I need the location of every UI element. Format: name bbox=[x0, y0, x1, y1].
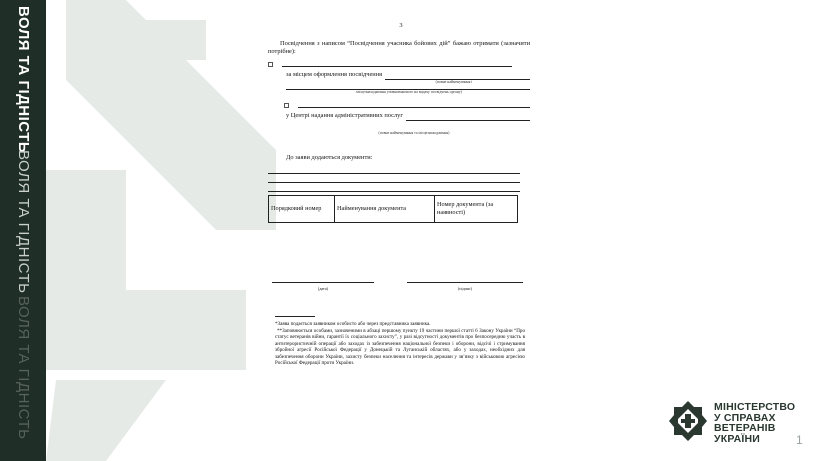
caption-full-name: (повне найменування і bbox=[435, 79, 473, 84]
ministry-line-2: У СПРАВАХ bbox=[714, 411, 776, 424]
slogan-secondary: ВОЛЯ ТА ГІДНІСТЬ bbox=[15, 150, 32, 294]
footnote-1: *Заява подається заявником особисто або через представника заявника. bbox=[275, 321, 431, 327]
header-number: Порядковий номер bbox=[269, 196, 335, 223]
attachments-label: До заяви додаються документи: bbox=[286, 153, 373, 161]
attachments-line-2 bbox=[268, 174, 520, 183]
slide-number: 1 bbox=[796, 433, 803, 447]
ministry-emblem-icon bbox=[668, 400, 708, 442]
option1-label: за місцем оформлення посвідчення bbox=[286, 71, 383, 79]
date-field bbox=[272, 282, 374, 291]
side-band bbox=[0, 0, 46, 461]
option2-fill-line bbox=[406, 114, 530, 121]
signature-field bbox=[407, 282, 523, 291]
date-caption: (дата) bbox=[318, 286, 328, 291]
signature-caption: (підпис) bbox=[457, 286, 472, 291]
footnote-2: **Заповнюється особами, зазначеними в абзаці першому пункту 19 частини першої статті 6 Закону України “Про статус ветеранів війни, гарантії їх соціального захисту”, у разі відсутності документів про безпосередню участь в антитерористичній операції або заходах із забезпечення національної безпеки і оборони, відсічі і стримування збройної агресії Російської Федерації у Донецькій та Луганській областях, або у заходах, необхідних для забезпечення оборони України, захисту безпеки населення та інтересів держави у зв’язку з військовою агресією Російської Федерації проти України. bbox=[275, 327, 525, 367]
ministry-name bbox=[714, 402, 795, 444]
caption-center: (повне найменування та місцезнаходження) bbox=[378, 130, 450, 135]
option1-blank-line bbox=[282, 60, 512, 67]
attachments-line-1 bbox=[268, 165, 520, 174]
table-row bbox=[269, 196, 518, 223]
emblem-watermark-icon bbox=[46, 0, 276, 461]
ministry-line-3: ВЕТЕРАНІВ bbox=[714, 422, 776, 434]
documents-table bbox=[268, 195, 518, 223]
date-line[interactable] bbox=[272, 282, 374, 283]
header-name: Найменування документа bbox=[335, 196, 435, 223]
option1-row bbox=[268, 71, 530, 80]
signature-line[interactable] bbox=[407, 282, 523, 283]
option1-checkbox[interactable] bbox=[268, 62, 273, 67]
option1-checkbox-row bbox=[268, 60, 530, 67]
option2-label: у Центрі надання адміністративних послуг bbox=[286, 111, 403, 119]
footnote-rule bbox=[275, 316, 315, 317]
application-form bbox=[268, 22, 530, 223]
option2-checkbox[interactable] bbox=[284, 103, 289, 108]
slogan-primary: ВОЛЯ ТА ГІДНІСТЬ bbox=[15, 6, 32, 154]
caption-location: місцезнаходження уповноваженого на видачу посвідчень органу) bbox=[356, 89, 462, 94]
intro-text: Посвідчення з написом “Посвідчення учасника бойових дій” бажаю отримати (зазначити потрібне): bbox=[268, 39, 530, 56]
slogan-faded: ВОЛЯ ТА ГІДНІСТЬ bbox=[15, 296, 32, 440]
attachments-line-3 bbox=[268, 183, 520, 192]
option1-fill-line bbox=[385, 73, 530, 80]
footnotes bbox=[275, 316, 525, 367]
ministry-line-4: УКРАЇНИ bbox=[714, 432, 761, 445]
option2-blank-line bbox=[298, 101, 530, 108]
header-doc-number: Номер документа (за наявності) bbox=[435, 196, 518, 223]
option2-row bbox=[268, 112, 530, 121]
page-number: 3 bbox=[399, 22, 403, 29]
ministry-line-1: МІНІСТЕРСТВО bbox=[714, 401, 796, 413]
option2-checkbox-row bbox=[268, 101, 530, 108]
